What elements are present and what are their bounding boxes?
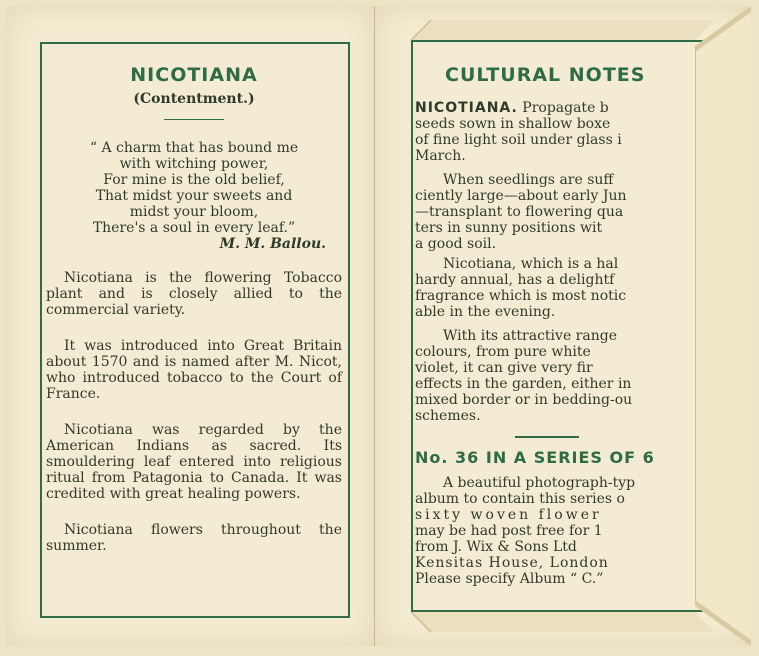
notes-line (415, 100, 697, 116)
top-flap (375, 6, 751, 66)
notes-line: of fine light soil under glass i (415, 132, 622, 148)
notes-para (415, 328, 697, 424)
poem-line: For mine is the old belief, (103, 172, 285, 188)
series-line: may be had post free for 1 (415, 523, 603, 539)
notes-line: able in the evening. (415, 304, 556, 320)
notes-line: fragrance which is most notic (415, 288, 627, 304)
left-content (46, 64, 342, 554)
paragraph: Nicotiana flowers throughout the summer. (46, 522, 342, 554)
notes-line: —transplant to flowering qua (415, 204, 624, 220)
notes-heading: NICOTIANA. (415, 100, 518, 116)
series-line: A beautiful photograph-typ (443, 475, 636, 491)
poem-line: “ A charm that has bound me (89, 140, 299, 156)
notes-line: a good soil. (415, 236, 497, 252)
notes-section (415, 100, 697, 424)
notes-para (415, 256, 697, 320)
notes-line: effects in the garden, either in (415, 376, 632, 392)
poem-author: M. M. Ballou. (219, 236, 326, 252)
series-line: Please specify Album “ C.” (415, 571, 604, 587)
series-section (415, 475, 697, 587)
right-border-left (411, 40, 413, 612)
notes-line: ters in sunny positions wit (415, 220, 603, 236)
card-subtitle: (Contentment.) (133, 91, 255, 107)
divider (164, 119, 224, 120)
bottom-flap (375, 596, 751, 646)
left-card-panel (6, 6, 375, 646)
notes-line: ciently large—about early Jun (415, 188, 627, 204)
series-line: sixty woven flower (415, 507, 602, 523)
series-line: Kensitas House, London (415, 555, 609, 571)
cultural-notes-title: CULTURAL NOTES (445, 64, 646, 86)
series-title: No. 36 IN A SERIES OF 6 (415, 448, 655, 467)
notes-line: hardy annual, has a delightf (415, 272, 615, 288)
poem (46, 140, 342, 252)
paragraph: Nicotiana is the flowering Tobacco plant and is closely allied to the commercial variety. (46, 270, 342, 318)
right-card-panel (375, 6, 751, 646)
notes-line: March. (415, 148, 466, 164)
series-line: album to contain this series o (415, 491, 625, 507)
poem-line: That midst your sweets and (95, 188, 293, 204)
paragraph: Nicotiana was regarded by the American Indians as sacred. Its smouldering leaf entered into religious ritual from Patagonia to Canada. It was credited with great healing powers. (46, 422, 342, 502)
notes-line: When seedlings are suff (443, 172, 614, 188)
divider (515, 436, 579, 438)
notes-line: mixed border or in bedding-ou (415, 392, 633, 408)
right-content (415, 46, 697, 606)
poem-line: with witching power, (119, 156, 269, 172)
notes-line: Nicotiana, which is a hal (443, 256, 619, 272)
notes-line: schemes. (415, 408, 481, 424)
pocket-flap (695, 6, 751, 646)
notes-text: Propagate b (517, 100, 609, 116)
notes-line: With its attractive range (443, 328, 617, 344)
notes-para (415, 172, 697, 252)
poem-line: midst your bloom, (129, 204, 259, 220)
notes-line: violet, it can give very fir (415, 360, 593, 376)
series-line: from J. Wix & Sons Ltd (415, 539, 577, 555)
card-title: NICOTIANA (130, 64, 258, 86)
notes-line: seeds sown in shallow boxe (415, 116, 611, 132)
poem-line: There's a soul in every leaf.” (92, 220, 296, 236)
paragraph: It was introduced into Great Britain about 1570 and is named after M. Nicot, who introduced tobacco to the Court of France. (46, 338, 342, 402)
notes-line: colours, from pure white (415, 344, 591, 360)
